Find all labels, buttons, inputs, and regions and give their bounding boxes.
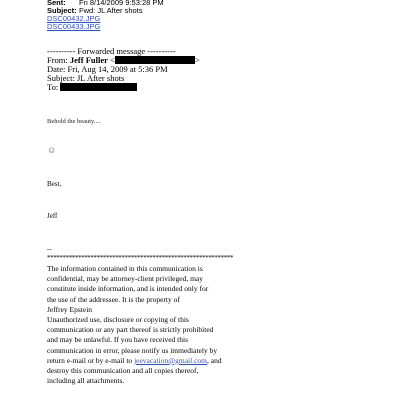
notice-line: communication in error, please notify us immediately by [47,345,218,355]
notice-line: constitute inside information, and is intended only for [47,284,209,294]
from-close-bracket: > [194,55,200,65]
redaction-bar [115,56,195,64]
notice-line: destroy this communication and all copies thereof, [47,366,199,376]
separator-stars: ************************************************************ [47,254,234,262]
subject-label: Subject: [47,6,77,15]
notice-line: confidential, may be attorney-client privileged, may [47,274,203,284]
signature-text: Jeff [47,212,58,220]
smiley-icon: ☺ [47,145,57,155]
notice-line: The information contained in this communication is [47,264,203,273]
notify-suffix: , and [206,355,222,365]
notice-line: Jeffrey Epstein [47,304,93,314]
closing-text: Best, [47,180,62,188]
sent-label: Sent: [47,0,66,7]
signature-dashes: -- [47,245,52,253]
from-open-bracket: < [110,55,115,65]
notice-line: including all attachments. [47,376,125,386]
forwarded-divider: ---------- Forwarded message ---------- [47,46,176,56]
notice-line: the use of the addressee. It is the property of [47,294,180,304]
from-label: From: [47,55,68,65]
email-link[interactable]: jeevacation@gmail.com [134,355,207,365]
notice-line: Unauthorized use, disclosure or copying of this [47,315,189,325]
notice-line: communication or any part thereof is strictly prohibited [47,325,214,335]
forwarded-date: Date: Fri, Aug 14, 2009 at 5:36 PM [47,64,168,74]
forwarded-subject: Subject: JL After shots [47,73,125,83]
notify-prefix: return e-mail or by e-mail to [47,355,135,365]
confidentiality-notice [47,264,377,386]
attachment-link-1[interactable]: DSC00432.JPG [47,14,101,23]
sent-value: Fri 8/14/2009 9:53:28 PM [79,0,164,7]
attachment-link-2[interactable]: DSC00433.JPG [47,22,101,31]
from-name: Jeff Fuller [69,55,108,65]
to-label: To: [47,82,59,92]
subject-value: Fwd: JL After shots [79,6,143,15]
notice-line-email [47,356,377,366]
redaction-bar [60,83,137,91]
forwarded-to-row [47,83,137,92]
notice-line: and may be unlawful. If you have received this [47,335,188,345]
body-line: Behold the beauty.... [47,118,101,125]
